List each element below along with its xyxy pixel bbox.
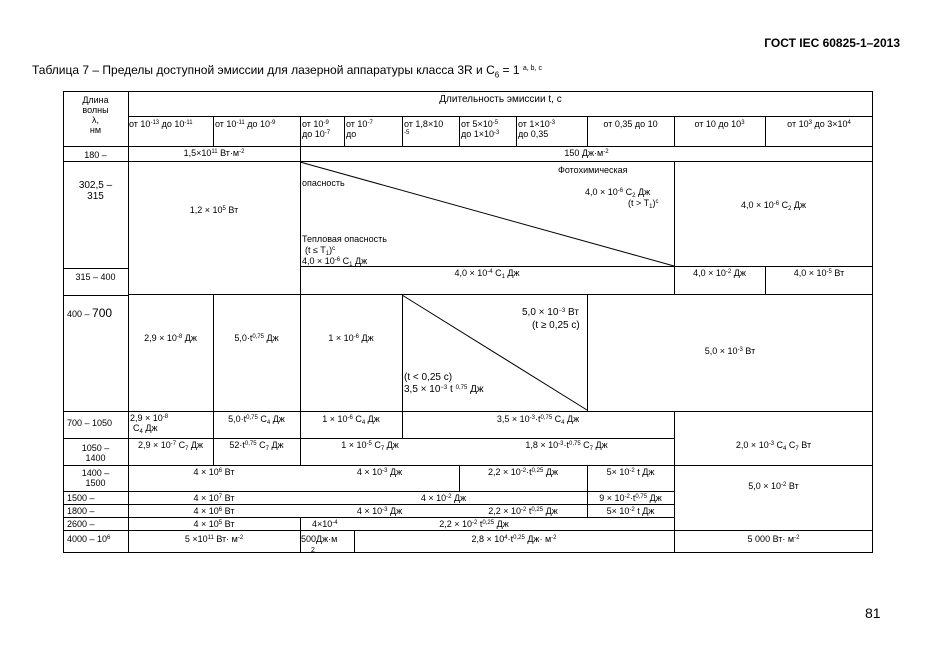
cell-1800-c: $2,2 \times 10^{-2}$ $t^{0,25}$ Дж (488, 506, 558, 516)
cell-302-photo-value: $4,0 \times 10^{-6}$ $C_2$ Дж (585, 187, 651, 199)
standard-header: ГОСТ IEC 60825-1–2013 (764, 36, 900, 50)
cell-180-a: $1,5\times 10^{11}$ $Вт\cdot м^{-2}$ (183, 148, 245, 158)
col-header-3: от $10^{-9}$ до $10^{-7}$ (302, 119, 331, 139)
col-header-10: от $10^3$ до $3\times 10^4$ (787, 119, 851, 129)
cell-1050-a: $2,9 \times 10^{-7}$ $C_7$ Дж (137, 440, 204, 452)
cell-700-c: $1 \times 10^{-6}$ $C_4$ Дж (322, 414, 380, 426)
col-header-4: от $10^{-7}$ до (346, 119, 373, 139)
cell-315-c9: $4,0 \times 10^{-2}$ Дж (693, 268, 746, 278)
row-label-315: 315 – 400 (75, 272, 116, 282)
cell-1400-e: $5,0 \times 10^{-2}$ Вт (748, 481, 799, 491)
cell-1050-c: $1 \times 10^{-5}$ $C_7$ Дж (341, 440, 399, 452)
row-label-302: 302,5 – 315 (78, 180, 113, 202)
row-label-2600: 2600 – (67, 519, 95, 529)
row-label-1050: 1050 – 1400 (81, 443, 110, 463)
cell-1800-b: $4 \times 10^{-3}$ Дж (356, 506, 403, 516)
cell-2600-a: $4 \times 10^5$ Вт (193, 519, 235, 529)
cell-1050-d: $1,8 \times 10^{-3}\cdot t^{0,75}$ $C_7$ Дж (525, 440, 608, 452)
col-header-5: от 1,8×10 $^{-5}$ (404, 119, 444, 136)
cell-400-d-bottom: $3,5 \times 10^{-3}$ t $^{0,75}$ Дж (404, 384, 484, 395)
cell-400-e: $5,0 \times 10^{-3}$ Вт (704, 346, 756, 356)
row-label-700: 700 – 1050 (67, 418, 113, 428)
cell-315-c10: $4,0 \times 10^{-5}$ Вт (793, 268, 845, 278)
cell-1400-c: $2,2 \times 10^{-2}\cdot t^{0,25}$ Дж (488, 467, 558, 477)
cell-4000-d: 5 000 $Вт\cdot м^{-2}$ (747, 534, 800, 544)
cell-700-d: $3,5 \times 10^{-3}\cdot t^{0,75}$ $C_4$ Дж (496, 414, 580, 426)
col-header-2: от $10^{-11}$ до $10^{-9}$ (215, 119, 276, 129)
cell-1400-b: $4 \times 10^{-3}$ Дж (356, 467, 403, 477)
photochemical-label: Фотохимическая (558, 165, 628, 175)
cell-700-b: $5,0\cdot t^{0,75}$ $C_4$ Дж (228, 414, 285, 426)
cell-180-b: 150 $Дж\cdot м^{-2}$ (564, 148, 609, 158)
cell-400-a: $2,9 \times 10^{-8}$ Дж (144, 333, 197, 343)
cell-315-mid: $4,0 \times 10^{-4}$ $C_1$ Дж (454, 268, 520, 280)
cell-4000-c: $2,8 \times 10^4\cdot t^{0,25}$ $Дж\cdot м^{-2}$ (471, 534, 557, 544)
cell-302-photo-cond: $(t > T_1)^c$ (628, 198, 659, 210)
cell-1500-c: $9 \times 10^{-2}\cdot t^{0,75}$ Дж (599, 493, 662, 503)
thermal-hazard-label: Тепловая опасность (302, 234, 387, 244)
cell-400-d-cond2: (t < 0,25 с) (404, 372, 453, 383)
col-header-8: от 0,35 до 10 (603, 119, 658, 129)
row-label-1400: 1400 – 1500 (81, 468, 110, 488)
col-header-7: от $1\times 10^{-3}$ до 0,35 (518, 119, 556, 139)
row-label-180: 180 – (84, 150, 107, 160)
cell-1400-a: $4 \times 10^6$ Вт (193, 467, 235, 477)
cell-1800-d: $5\times 10^{-2}$ t Дж (606, 506, 655, 516)
cell-1400-d: $5\times 10^{-2}$ t Дж (606, 467, 655, 477)
col-header-9: от 10 до $10^3$ (694, 119, 745, 129)
cell-4000-b: 500Дж·м 2 (301, 534, 338, 554)
col-header-6: от $5\times 10^{-5}$ до $1\times 10^{-3}$ (461, 119, 500, 139)
cell-1500-b: $4 \times 10^{-2}$ Дж (420, 493, 467, 503)
row-label-1800: 1800 – (67, 506, 95, 516)
cell-400-c: $1 \times 10^{-6}$ Дж (328, 333, 374, 343)
hazard-label: опасность (302, 178, 345, 188)
col-header-1: от $10^{-13}$ до $10^{-11}$ (129, 119, 193, 129)
cell-1800-a: $4 \times 10^6$ Вт (193, 506, 235, 516)
row-label-1500: 1500 – (67, 493, 95, 503)
duration-header: Длительность эмиссии t, с (439, 94, 562, 105)
cell-1050-e: $2,0 \times 10^{-3}$ $C_4$ $C_7$ Вт (735, 440, 812, 452)
cell-700-a: $2,9 \times 10^{-8}$ $C_4$ Дж (130, 413, 169, 435)
table-caption: Таблица 7 – Пределы доступной эмиссии для лазерной аппаратуры класса 3R и $C_6 = 1$ $^{a, b, c}$ (32, 63, 542, 80)
thermal-value: $4,0 \times 10^{-6}$ $C_1$ Дж (302, 256, 368, 268)
page-number: 81 (865, 605, 881, 621)
row-label-400: 400 – 700 (67, 306, 113, 320)
cell-302-right: $4,0 \times 10^{-6}$ $C_2$ Дж (740, 200, 807, 212)
cell-1500-a: $4 \times 10^7$ Вт (193, 493, 235, 503)
cell-2600-c: $2,2 \times 10^{-2}$ $t^{0,25}$ Дж (439, 519, 509, 529)
cell-4000-a: $5 \times 10^{11}$ $Вт\cdot м^{-2}$ (184, 534, 244, 544)
wavelength-header: Длина волны λ, нм (82, 95, 109, 135)
row-label-4000: $4000 - 10^6$ (67, 534, 111, 544)
cell-302-a: $1,2 \times 10^5$ Вт (189, 205, 239, 215)
cell-400-b: $5,0\cdot t^{0,75}$ Дж (234, 333, 279, 343)
cell-1050-b: $52\cdot t^{0,75}$ $C_7$ Дж (229, 440, 284, 452)
cell-400-d-cond: (t ≥ 0,25 с) (532, 320, 580, 331)
thermal-cond: $(t \le T_1)^c$ (305, 245, 336, 257)
cell-2600-b: $4\times 10^{-4}$ (312, 519, 338, 529)
cell-400-d-top: $5,0 \times 10^{-3}$ Вт (522, 307, 579, 318)
